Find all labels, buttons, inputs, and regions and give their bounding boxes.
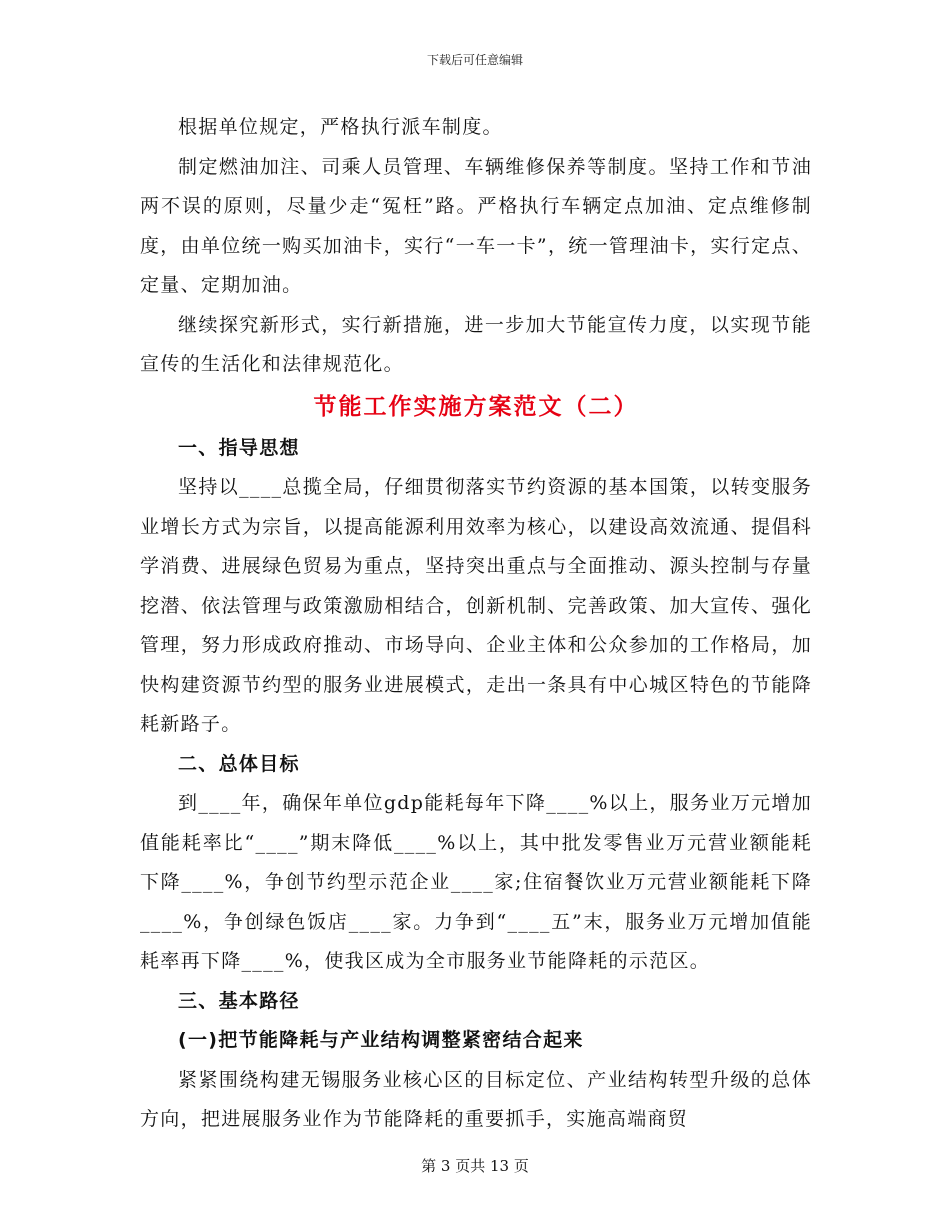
paragraph-basic-path: 紧紧围绕构建无锡服务业核心区的目标定位、产业结构转型升级的总体方向，把进展服务业作为节能降耗的重要抓手，实施高端商贸 xyxy=(140,1068,812,1130)
document-body xyxy=(140,108,812,1140)
paragraph-dispatch-rule: 根据单位规定，严格执行派车制度。 xyxy=(178,116,503,138)
section-heading-overall-goals: 二、总体目标 xyxy=(178,752,300,775)
section-heading-guiding-ideology: 一、指导思想 xyxy=(178,436,300,459)
subsection-heading-structure-adjustment: (一)把节能降耗与产业结构调整紧密结合起来 xyxy=(178,1029,584,1051)
paragraph-overall-goals: 到____年，确保年单位gdp能耗每年下降____%以上，服务业万元增加值能耗率比“____”期末降低____%以上，其中批发零售业万元营业额能耗下降____%，争创节约型示范企业____家;住宿餐饮业万元营业额能耗下降____%，争创绿色饭店____家。力争到“____五”末，服务业万元增加值能耗率再下降____%，使我区成为全市服务业节能降耗的示范区。 xyxy=(140,792,812,972)
document-title: 节能工作实施方案范文（二） xyxy=(313,393,639,420)
page-header: 下载后可任意编辑 xyxy=(426,53,523,67)
paragraph-guiding-ideology: 坚持以____总揽全局，仔细贯彻落实节约资源的基本国策，以转变服务业增长方式为宗旨，以提高能源利用效率为核心，以建设高效流通、提倡科学消费、进展绿色贸易为重点，坚持突出重点与全面推动、源头控制与存量挖潜、依法管理与政策激励相结合，创新机制、完善政策、加大宣传、强化管理，努力形成政府推动、市场导向、企业主体和公众参加的工作格局，加快构建资源节约型的服务业进展模式，走出一条具有中心城区特色的节能降耗新路子。 xyxy=(140,476,812,735)
paragraph-fuel-management: 制定燃油加注、司乘人员管理、车辆维修保养等制度。坚持工作和节油两不误的原则，尽量少走“冤枉”路。严格执行车辆定点加油、定点维修制度，由单位统一购买加油卡，实行“一车一卡”，统一管理油卡，实行定点、定量、定期加油。 xyxy=(140,155,812,296)
section-heading-basic-path: 三、基本路径 xyxy=(178,989,300,1012)
paragraph-publicity: 继续探究新形式，实行新措施，进一步加大节能宣传力度，以实现节能宣传的生活化和法律规范化。 xyxy=(140,313,812,375)
page-number: 第 3 页共 13 页 xyxy=(421,1157,529,1175)
